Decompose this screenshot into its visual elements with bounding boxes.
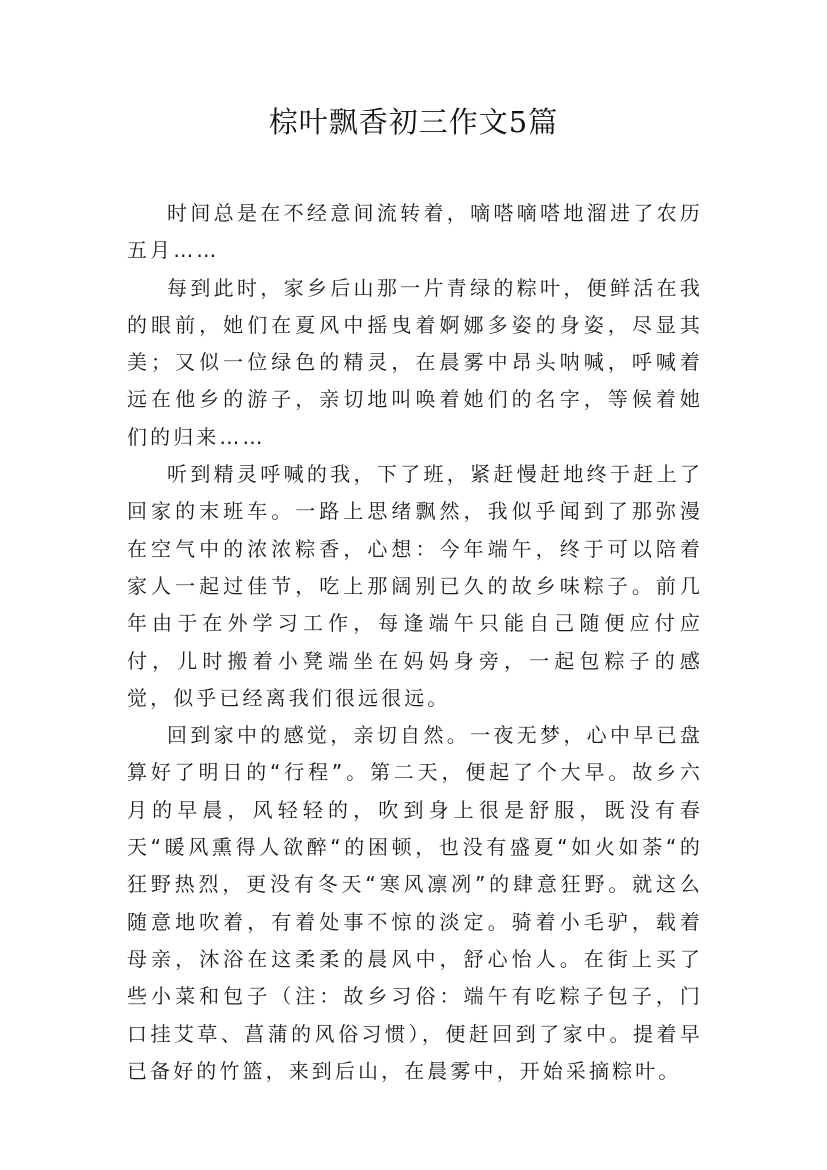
document-title: 棕叶飘香初三作文5篇 [268,105,559,139]
document-body [127,195,703,1090]
paragraph-2: 每到此时，家乡后山那一片青绿的粽叶，便鲜活在我的眼前，她们在夏风中摇曳着婀娜多姿的身姿，尽显其美；又似一位绿色的精灵，在晨雾中昂头呐喊，呼喊着远在他乡的游子，亲切地叫唤着她们的名字，等候着她们的归来…… [127,275,703,449]
paragraph-4: 回到家中的感觉，亲切自然。一夜无梦，心中早已盘算好了明日的“行程”。第二天，便起了个大早。故乡六月的早晨，风轻轻的，吹到身上很是舒服，既没有春天“暖风熏得人欲醉“的困顿，也没有盛夏“如火如荼“的狂野热烈，更没有冬天“寒风凛冽”的肆意狂野。就这么随意地吹着，有着处事不惊的淡定。骑着小毛驴，载着母亲，沐浴在这柔柔的晨风中，舒心怡人。在街上买了些小菜和包子（注：故乡习俗：端午有吃粽子包子，门口挂艾草、菖蒲的风俗习惯），便赶回到了家中。提着早已备好的竹篮，来到后山，在晨雾中，开始采摘粽叶。 [127,723,703,1083]
paragraph-1: 时间总是在不经意间流转着，嘀嗒嘀嗒地溜进了农历五月…… [127,201,703,263]
paragraph-3: 听到精灵呼喊的我，下了班，紧赶慢赶地终于赶上了回家的末班车。一路上思绪飘然，我似乎闻到了那弥漫在空气中的浓浓粽香，心想：今年端午，终于可以陪着家人一起过佳节，吃上那阔别已久的故乡味粽子。前几年由于在外学习工作，每逢端午只能自己随便应付应付，儿时搬着小凳端坐在妈妈身旁，一起包粽子的感觉，似乎已经离我们很远很远。 [127,462,703,710]
